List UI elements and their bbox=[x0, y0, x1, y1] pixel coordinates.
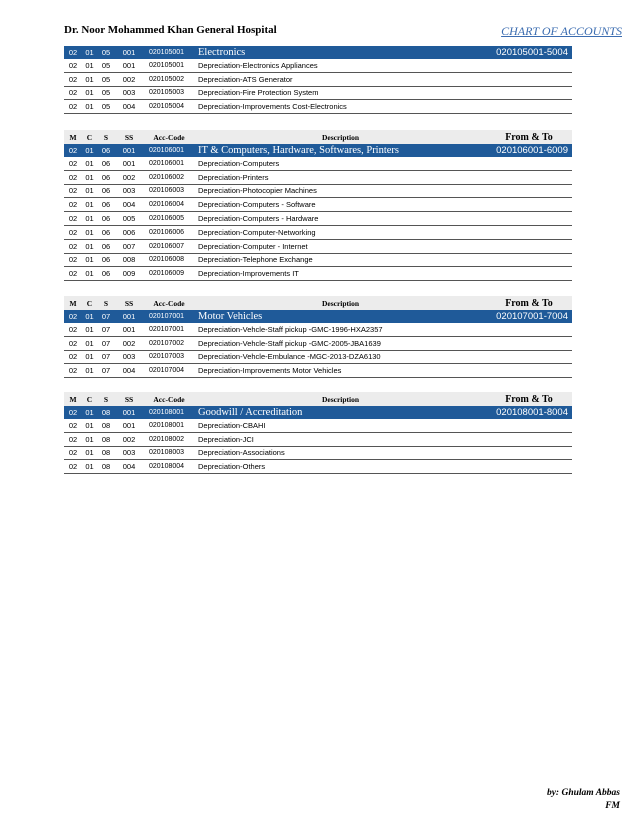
s-cell: 06 bbox=[97, 144, 115, 157]
empty-cell bbox=[486, 253, 572, 267]
c-cell: 01 bbox=[82, 432, 97, 446]
table-row bbox=[64, 267, 572, 281]
table-row bbox=[64, 253, 572, 267]
description-cell: Motor Vehicles bbox=[195, 310, 486, 323]
column-header-row bbox=[64, 296, 572, 310]
empty-cell bbox=[486, 184, 572, 198]
description-cell: Depreciation-Vehcle-Staff pickup -GMC-1996-HXA2357 bbox=[195, 323, 486, 336]
table-row bbox=[64, 212, 572, 226]
m-cell: 02 bbox=[64, 350, 82, 364]
ss-cell: 001 bbox=[115, 144, 143, 157]
description-cell: Depreciation-Improvements IT bbox=[195, 267, 486, 281]
m-cell: 02 bbox=[64, 336, 82, 350]
acc-code-cell: 020106001 bbox=[143, 157, 195, 170]
ss-cell: 001 bbox=[115, 157, 143, 170]
acc-code-cell: 020106002 bbox=[143, 170, 195, 184]
empty-cell bbox=[486, 212, 572, 226]
header-ss: SS bbox=[115, 392, 143, 406]
empty-cell bbox=[486, 419, 572, 432]
s-cell: 07 bbox=[97, 336, 115, 350]
table-row bbox=[64, 323, 572, 336]
s-cell: 05 bbox=[97, 59, 115, 72]
header-m: M bbox=[64, 392, 82, 406]
account-section bbox=[64, 392, 572, 474]
header-s: S bbox=[97, 296, 115, 310]
m-cell: 02 bbox=[64, 100, 82, 114]
acc-code-cell: 020105001 bbox=[143, 59, 195, 72]
table-row bbox=[64, 239, 572, 253]
ss-cell: 002 bbox=[115, 170, 143, 184]
c-cell: 01 bbox=[82, 460, 97, 474]
s-cell: 06 bbox=[97, 170, 115, 184]
accounts-table bbox=[64, 296, 572, 378]
ss-cell: 009 bbox=[115, 267, 143, 281]
header-acc-code: Acc-Code bbox=[143, 130, 195, 144]
category-row bbox=[64, 144, 572, 157]
header-description: Description bbox=[195, 130, 486, 144]
m-cell: 02 bbox=[64, 144, 82, 157]
s-cell: 05 bbox=[97, 86, 115, 100]
acc-code-cell: 020106008 bbox=[143, 253, 195, 267]
description-cell: Depreciation-Computer-Networking bbox=[195, 225, 486, 239]
description-cell: Depreciation-Improvements Motor Vehicles bbox=[195, 364, 486, 378]
header-acc-code: Acc-Code bbox=[143, 296, 195, 310]
acc-code-cell: 020108004 bbox=[143, 460, 195, 474]
c-cell: 01 bbox=[82, 419, 97, 432]
description-cell: Depreciation-Vehcle-Staff pickup -GMC-2005-JBA1639 bbox=[195, 336, 486, 350]
acc-code-cell: 020106003 bbox=[143, 184, 195, 198]
description-cell: Depreciation-ATS Generator bbox=[195, 72, 486, 86]
ss-cell: 002 bbox=[115, 432, 143, 446]
table-row bbox=[64, 170, 572, 184]
description-cell: Depreciation-JCI bbox=[195, 432, 486, 446]
ss-cell: 001 bbox=[115, 419, 143, 432]
account-section bbox=[64, 46, 572, 114]
account-section bbox=[64, 296, 572, 378]
s-cell: 05 bbox=[97, 100, 115, 114]
hospital-name: Dr. Noor Mohammed Khan General Hospital bbox=[64, 24, 277, 36]
c-cell: 01 bbox=[82, 267, 97, 281]
category-row bbox=[64, 46, 572, 59]
table-row bbox=[64, 460, 572, 474]
s-cell: 06 bbox=[97, 267, 115, 281]
accounts-table bbox=[64, 46, 572, 114]
table-row bbox=[64, 59, 572, 72]
header-c: C bbox=[82, 296, 97, 310]
c-cell: 01 bbox=[82, 157, 97, 170]
table-row bbox=[64, 72, 572, 86]
s-cell: 06 bbox=[97, 184, 115, 198]
header-c: C bbox=[82, 130, 97, 144]
s-cell: 08 bbox=[97, 406, 115, 419]
table-row bbox=[64, 350, 572, 364]
header-acc-code: Acc-Code bbox=[143, 392, 195, 406]
description-cell: Depreciation-Others bbox=[195, 460, 486, 474]
acc-code-cell: 020107002 bbox=[143, 336, 195, 350]
c-cell: 01 bbox=[82, 323, 97, 336]
acc-code-cell: 020105002 bbox=[143, 72, 195, 86]
description-cell: Depreciation-Computers - Hardware bbox=[195, 212, 486, 226]
ss-cell: 004 bbox=[115, 364, 143, 378]
acc-code-cell: 020107003 bbox=[143, 350, 195, 364]
category-row bbox=[64, 406, 572, 419]
ss-cell: 003 bbox=[115, 184, 143, 198]
c-cell: 01 bbox=[82, 336, 97, 350]
table-row bbox=[64, 86, 572, 100]
ss-cell: 004 bbox=[115, 100, 143, 114]
s-cell: 05 bbox=[97, 72, 115, 86]
header-m: M bbox=[64, 130, 82, 144]
description-cell: Goodwill / Accreditation bbox=[195, 406, 486, 419]
m-cell: 02 bbox=[64, 157, 82, 170]
ss-cell: 003 bbox=[115, 350, 143, 364]
acc-code-cell: 020107004 bbox=[143, 364, 195, 378]
c-cell: 01 bbox=[82, 310, 97, 323]
header-from-to: From & To bbox=[486, 296, 572, 310]
description-cell: IT & Computers, Hardware, Softwares, Printers bbox=[195, 144, 486, 157]
table-row bbox=[64, 225, 572, 239]
c-cell: 01 bbox=[82, 239, 97, 253]
ss-cell: 004 bbox=[115, 460, 143, 474]
m-cell: 02 bbox=[64, 59, 82, 72]
c-cell: 01 bbox=[82, 170, 97, 184]
column-header-row bbox=[64, 130, 572, 144]
m-cell: 02 bbox=[64, 323, 82, 336]
c-cell: 01 bbox=[82, 144, 97, 157]
s-cell: 05 bbox=[97, 46, 115, 59]
ss-cell: 003 bbox=[115, 446, 143, 460]
description-cell: Depreciation-Computers - Software bbox=[195, 198, 486, 212]
s-cell: 06 bbox=[97, 212, 115, 226]
s-cell: 07 bbox=[97, 310, 115, 323]
m-cell: 02 bbox=[64, 212, 82, 226]
description-cell: Depreciation-Telephone Exchange bbox=[195, 253, 486, 267]
empty-cell bbox=[486, 225, 572, 239]
table-row bbox=[64, 198, 572, 212]
empty-cell bbox=[486, 239, 572, 253]
ss-cell: 001 bbox=[115, 323, 143, 336]
m-cell: 02 bbox=[64, 446, 82, 460]
m-cell: 02 bbox=[64, 72, 82, 86]
footer bbox=[547, 787, 620, 813]
empty-cell bbox=[486, 364, 572, 378]
acc-code-cell: 020108003 bbox=[143, 446, 195, 460]
table-row bbox=[64, 336, 572, 350]
m-cell: 02 bbox=[64, 460, 82, 474]
ss-cell: 001 bbox=[115, 46, 143, 59]
ss-cell: 001 bbox=[115, 59, 143, 72]
acc-code-cell: 020108001 bbox=[143, 419, 195, 432]
header-from-to: From & To bbox=[486, 392, 572, 406]
header-description: Description bbox=[195, 392, 486, 406]
c-cell: 01 bbox=[82, 72, 97, 86]
description-cell: Depreciation-Printers bbox=[195, 170, 486, 184]
empty-cell bbox=[486, 59, 572, 72]
header-s: S bbox=[97, 392, 115, 406]
description-cell: Depreciation-Vehcle-Embulance -MGC-2013-DZA6130 bbox=[195, 350, 486, 364]
header-from-to: From & To bbox=[486, 130, 572, 144]
ss-cell: 005 bbox=[115, 212, 143, 226]
accounts-table bbox=[64, 392, 572, 474]
s-cell: 07 bbox=[97, 350, 115, 364]
empty-cell bbox=[486, 460, 572, 474]
m-cell: 02 bbox=[64, 310, 82, 323]
empty-cell bbox=[486, 198, 572, 212]
ss-cell: 008 bbox=[115, 253, 143, 267]
acc-code-cell: 020106007 bbox=[143, 239, 195, 253]
author-title: FM bbox=[605, 801, 620, 811]
s-cell: 06 bbox=[97, 157, 115, 170]
acc-code-cell: 020108001 bbox=[143, 406, 195, 419]
empty-cell bbox=[486, 336, 572, 350]
column-header-row bbox=[64, 392, 572, 406]
table-row bbox=[64, 446, 572, 460]
description-cell: Depreciation-Electronics Appliances bbox=[195, 59, 486, 72]
m-cell: 02 bbox=[64, 225, 82, 239]
s-cell: 07 bbox=[97, 364, 115, 378]
acc-code-cell: 020105003 bbox=[143, 86, 195, 100]
description-cell: Electronics bbox=[195, 46, 486, 59]
description-cell: Depreciation-Computers bbox=[195, 157, 486, 170]
c-cell: 01 bbox=[82, 86, 97, 100]
s-cell: 06 bbox=[97, 253, 115, 267]
category-row bbox=[64, 310, 572, 323]
s-cell: 07 bbox=[97, 323, 115, 336]
header-m: M bbox=[64, 296, 82, 310]
ss-cell: 006 bbox=[115, 225, 143, 239]
ss-cell: 001 bbox=[115, 406, 143, 419]
ss-cell: 002 bbox=[115, 336, 143, 350]
m-cell: 02 bbox=[64, 267, 82, 281]
empty-cell bbox=[486, 323, 572, 336]
empty-cell bbox=[486, 350, 572, 364]
m-cell: 02 bbox=[64, 198, 82, 212]
s-cell: 06 bbox=[97, 198, 115, 212]
description-cell: Depreciation-Associations bbox=[195, 446, 486, 460]
empty-cell bbox=[486, 267, 572, 281]
c-cell: 01 bbox=[82, 406, 97, 419]
acc-code-cell: 020105001 bbox=[143, 46, 195, 59]
empty-cell bbox=[486, 86, 572, 100]
m-cell: 02 bbox=[64, 364, 82, 378]
table-row bbox=[64, 432, 572, 446]
range-cell: 020108001-8004 bbox=[486, 406, 572, 419]
description-cell: Depreciation-Fire Protection System bbox=[195, 86, 486, 100]
s-cell: 08 bbox=[97, 446, 115, 460]
s-cell: 08 bbox=[97, 419, 115, 432]
empty-cell bbox=[486, 170, 572, 184]
acc-code-cell: 020107001 bbox=[143, 323, 195, 336]
s-cell: 08 bbox=[97, 432, 115, 446]
s-cell: 06 bbox=[97, 239, 115, 253]
empty-cell bbox=[486, 432, 572, 446]
description-cell: Depreciation-Photocopier Machines bbox=[195, 184, 486, 198]
m-cell: 02 bbox=[64, 184, 82, 198]
c-cell: 01 bbox=[82, 350, 97, 364]
c-cell: 01 bbox=[82, 364, 97, 378]
acc-code-cell: 020106005 bbox=[143, 212, 195, 226]
acc-code-cell: 020107001 bbox=[143, 310, 195, 323]
m-cell: 02 bbox=[64, 432, 82, 446]
header-ss: SS bbox=[115, 130, 143, 144]
header-s: S bbox=[97, 130, 115, 144]
accounts-table bbox=[64, 130, 572, 281]
c-cell: 01 bbox=[82, 46, 97, 59]
c-cell: 01 bbox=[82, 225, 97, 239]
table-row bbox=[64, 157, 572, 170]
c-cell: 01 bbox=[82, 198, 97, 212]
c-cell: 01 bbox=[82, 212, 97, 226]
ss-cell: 004 bbox=[115, 198, 143, 212]
m-cell: 02 bbox=[64, 86, 82, 100]
header-c: C bbox=[82, 392, 97, 406]
ss-cell: 003 bbox=[115, 86, 143, 100]
m-cell: 02 bbox=[64, 46, 82, 59]
acc-code-cell: 020106009 bbox=[143, 267, 195, 281]
table-row bbox=[64, 364, 572, 378]
acc-code-cell: 020106001 bbox=[143, 144, 195, 157]
empty-cell bbox=[486, 157, 572, 170]
header-description: Description bbox=[195, 296, 486, 310]
m-cell: 02 bbox=[64, 239, 82, 253]
description-cell: Depreciation-Computer - Internet bbox=[195, 239, 486, 253]
ss-cell: 002 bbox=[115, 72, 143, 86]
description-cell: Depreciation-Improvements Cost-Electronics bbox=[195, 100, 486, 114]
header-ss: SS bbox=[115, 296, 143, 310]
m-cell: 02 bbox=[64, 419, 82, 432]
c-cell: 01 bbox=[82, 184, 97, 198]
s-cell: 08 bbox=[97, 460, 115, 474]
c-cell: 01 bbox=[82, 253, 97, 267]
acc-code-cell: 020105004 bbox=[143, 100, 195, 114]
acc-code-cell: 020108002 bbox=[143, 432, 195, 446]
ss-cell: 001 bbox=[115, 310, 143, 323]
table-row bbox=[64, 184, 572, 198]
table-row bbox=[64, 419, 572, 432]
range-cell: 020106001-6009 bbox=[486, 144, 572, 157]
chart-of-accounts-link[interactable]: CHART OF ACCOUNTS bbox=[501, 24, 622, 38]
empty-cell bbox=[486, 446, 572, 460]
ss-cell: 007 bbox=[115, 239, 143, 253]
m-cell: 02 bbox=[64, 406, 82, 419]
page-header bbox=[64, 24, 622, 40]
description-cell: Depreciation-CBAHI bbox=[195, 419, 486, 432]
acc-code-cell: 020106006 bbox=[143, 225, 195, 239]
s-cell: 06 bbox=[97, 225, 115, 239]
c-cell: 01 bbox=[82, 59, 97, 72]
author-line: by: Ghulam Abbas bbox=[546, 788, 620, 798]
m-cell: 02 bbox=[64, 170, 82, 184]
c-cell: 01 bbox=[82, 446, 97, 460]
range-cell: 020105001-5004 bbox=[486, 46, 572, 59]
c-cell: 01 bbox=[82, 100, 97, 114]
range-cell: 020107001-7004 bbox=[486, 310, 572, 323]
table-row bbox=[64, 100, 572, 114]
account-section bbox=[64, 130, 572, 281]
acc-code-cell: 020106004 bbox=[143, 198, 195, 212]
empty-cell bbox=[486, 100, 572, 114]
empty-cell bbox=[486, 72, 572, 86]
m-cell: 02 bbox=[64, 253, 82, 267]
